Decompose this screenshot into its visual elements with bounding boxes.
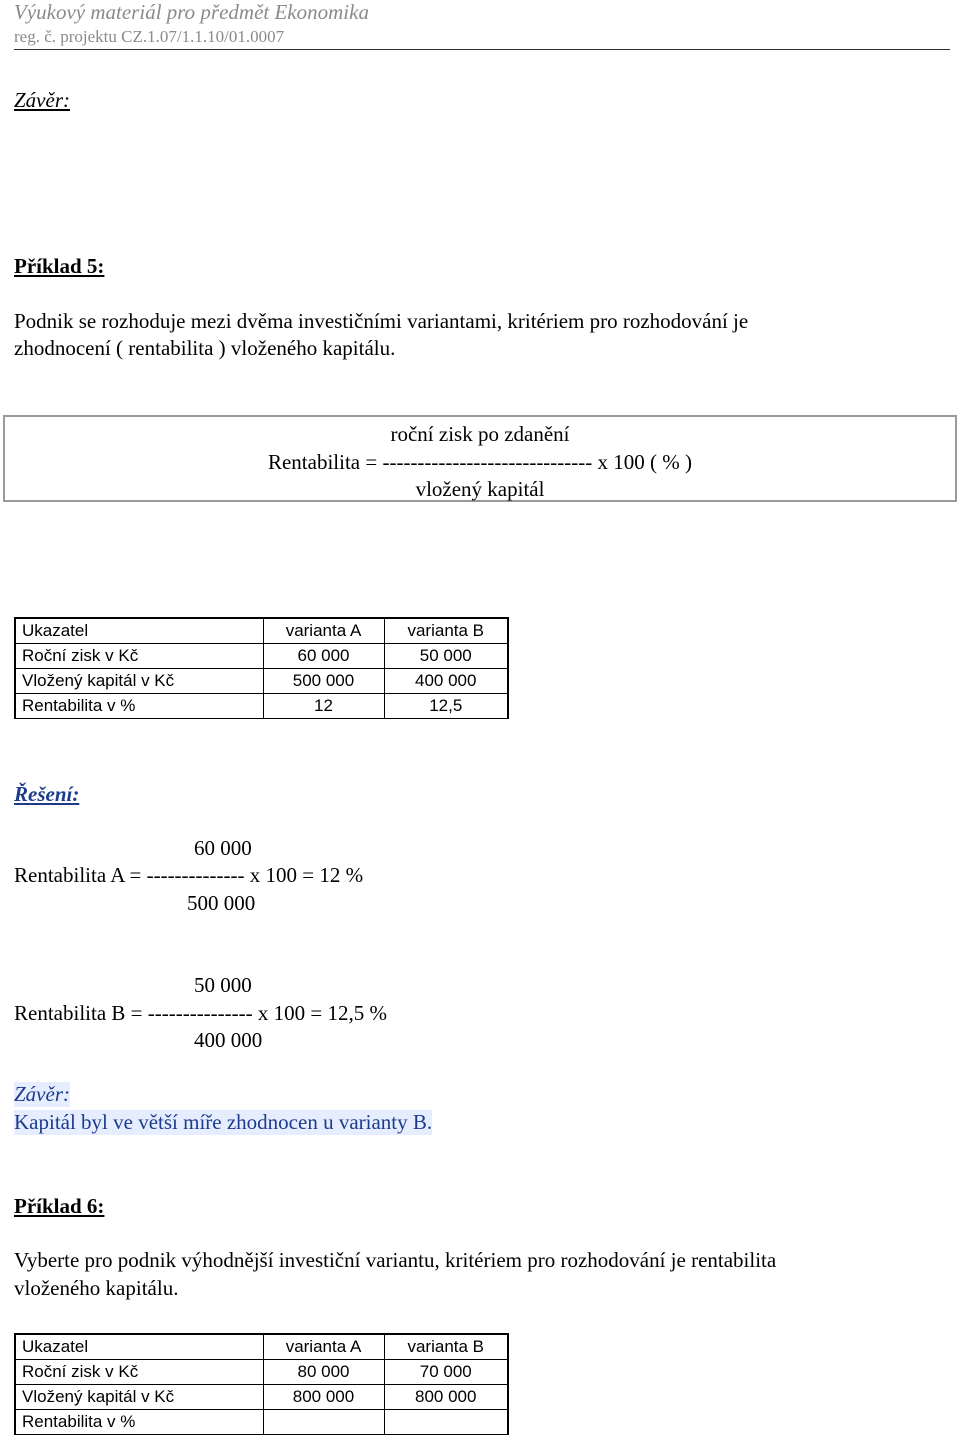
table-cell-empty bbox=[384, 1409, 508, 1434]
table-row bbox=[15, 1359, 508, 1384]
table-cell: 60 000 bbox=[263, 643, 384, 668]
example6-text-line2: vloženého kapitálu. bbox=[14, 1276, 179, 1300]
table-cell: Roční zisk v Kč bbox=[15, 643, 263, 668]
table-cell: 800 000 bbox=[384, 1384, 508, 1409]
solution-b-equation: Rentabilita B = --------------- x 100 = 12,5 % bbox=[14, 1001, 387, 1025]
example6-heading: Příklad 6: bbox=[14, 1194, 105, 1218]
variant-table-example6 bbox=[14, 1333, 509, 1435]
rentability-formula-box bbox=[3, 415, 957, 502]
table-cell: 800 000 bbox=[263, 1384, 384, 1409]
solution-b-denominator: 400 000 bbox=[194, 1028, 263, 1052]
solution-a-equation: Rentabilita A = -------------- x 100 = 12 % bbox=[14, 863, 364, 887]
formula-equation: Rentabilita = ------------------------------ x 100 ( % ) bbox=[267, 450, 692, 474]
formula-denominator: vložený kapitál bbox=[415, 477, 545, 501]
solution-conclusion-heading: Závěr: bbox=[14, 1082, 70, 1106]
formula-numerator: roční zisk po zdanění bbox=[390, 422, 570, 446]
table-cell: Rentabilita v % bbox=[15, 1409, 263, 1434]
table-row bbox=[15, 1384, 508, 1409]
table-cell: 70 000 bbox=[384, 1359, 508, 1384]
table-header-cell: varianta B bbox=[384, 618, 508, 643]
table-header-cell: Ukazatel bbox=[15, 1334, 263, 1359]
solution-heading: Řešení: bbox=[14, 782, 80, 806]
solution-a-numerator: 60 000 bbox=[194, 836, 252, 860]
example6-text-line1: Vyberte pro podnik výhodnější investiční variantu, kritériem pro rozhodování je rentabilita bbox=[14, 1248, 777, 1272]
table-row bbox=[15, 1409, 508, 1434]
table-cell: Roční zisk v Kč bbox=[15, 1359, 263, 1384]
table-header-cell: varianta A bbox=[263, 618, 384, 643]
table-header-cell: Ukazatel bbox=[15, 618, 263, 643]
table-cell: Rentabilita v % bbox=[15, 693, 263, 718]
table-header-cell: varianta A bbox=[263, 1334, 384, 1359]
solution-conclusion-text: Kapitál byl ve větší míře zhodnocen u varianty B. bbox=[14, 1110, 433, 1134]
table-row bbox=[15, 693, 508, 718]
table-cell: 12,5 bbox=[384, 693, 508, 718]
document-header-project: reg. č. projektu CZ.1.07/1.1.10/01.0007 bbox=[14, 27, 285, 46]
table-cell: 500 000 bbox=[263, 668, 384, 693]
table-cell: Vložený kapitál v Kč bbox=[15, 1384, 263, 1409]
table-header-row bbox=[15, 1334, 508, 1359]
table-row bbox=[15, 643, 508, 668]
table-cell: Vložený kapitál v Kč bbox=[15, 668, 263, 693]
table-cell-empty bbox=[263, 1409, 384, 1434]
variant-table-example5 bbox=[14, 617, 509, 719]
table-cell: 400 000 bbox=[384, 668, 508, 693]
table-cell: 12 bbox=[263, 693, 384, 718]
example5-heading: Příklad 5: bbox=[14, 254, 105, 278]
document-header-title: Výukový materiál pro předmět Ekonomika bbox=[14, 0, 369, 24]
example5-text-line2: zhodnocení ( rentabilita ) vloženého kapitálu. bbox=[14, 336, 396, 360]
example5-text-line1: Podnik se rozhoduje mezi dvěma investičními variantami, kritériem pro rozhodování je bbox=[14, 309, 749, 333]
table-cell: 80 000 bbox=[263, 1359, 384, 1384]
table-header-row bbox=[15, 618, 508, 643]
solution-b-numerator: 50 000 bbox=[194, 973, 252, 997]
table-header-cell: varianta B bbox=[384, 1334, 508, 1359]
conclusion-heading: Závěr: bbox=[14, 88, 70, 112]
solution-a-denominator: 500 000 bbox=[187, 891, 256, 915]
table-cell: 50 000 bbox=[384, 643, 508, 668]
table-row bbox=[15, 668, 508, 693]
header-divider bbox=[14, 49, 950, 50]
